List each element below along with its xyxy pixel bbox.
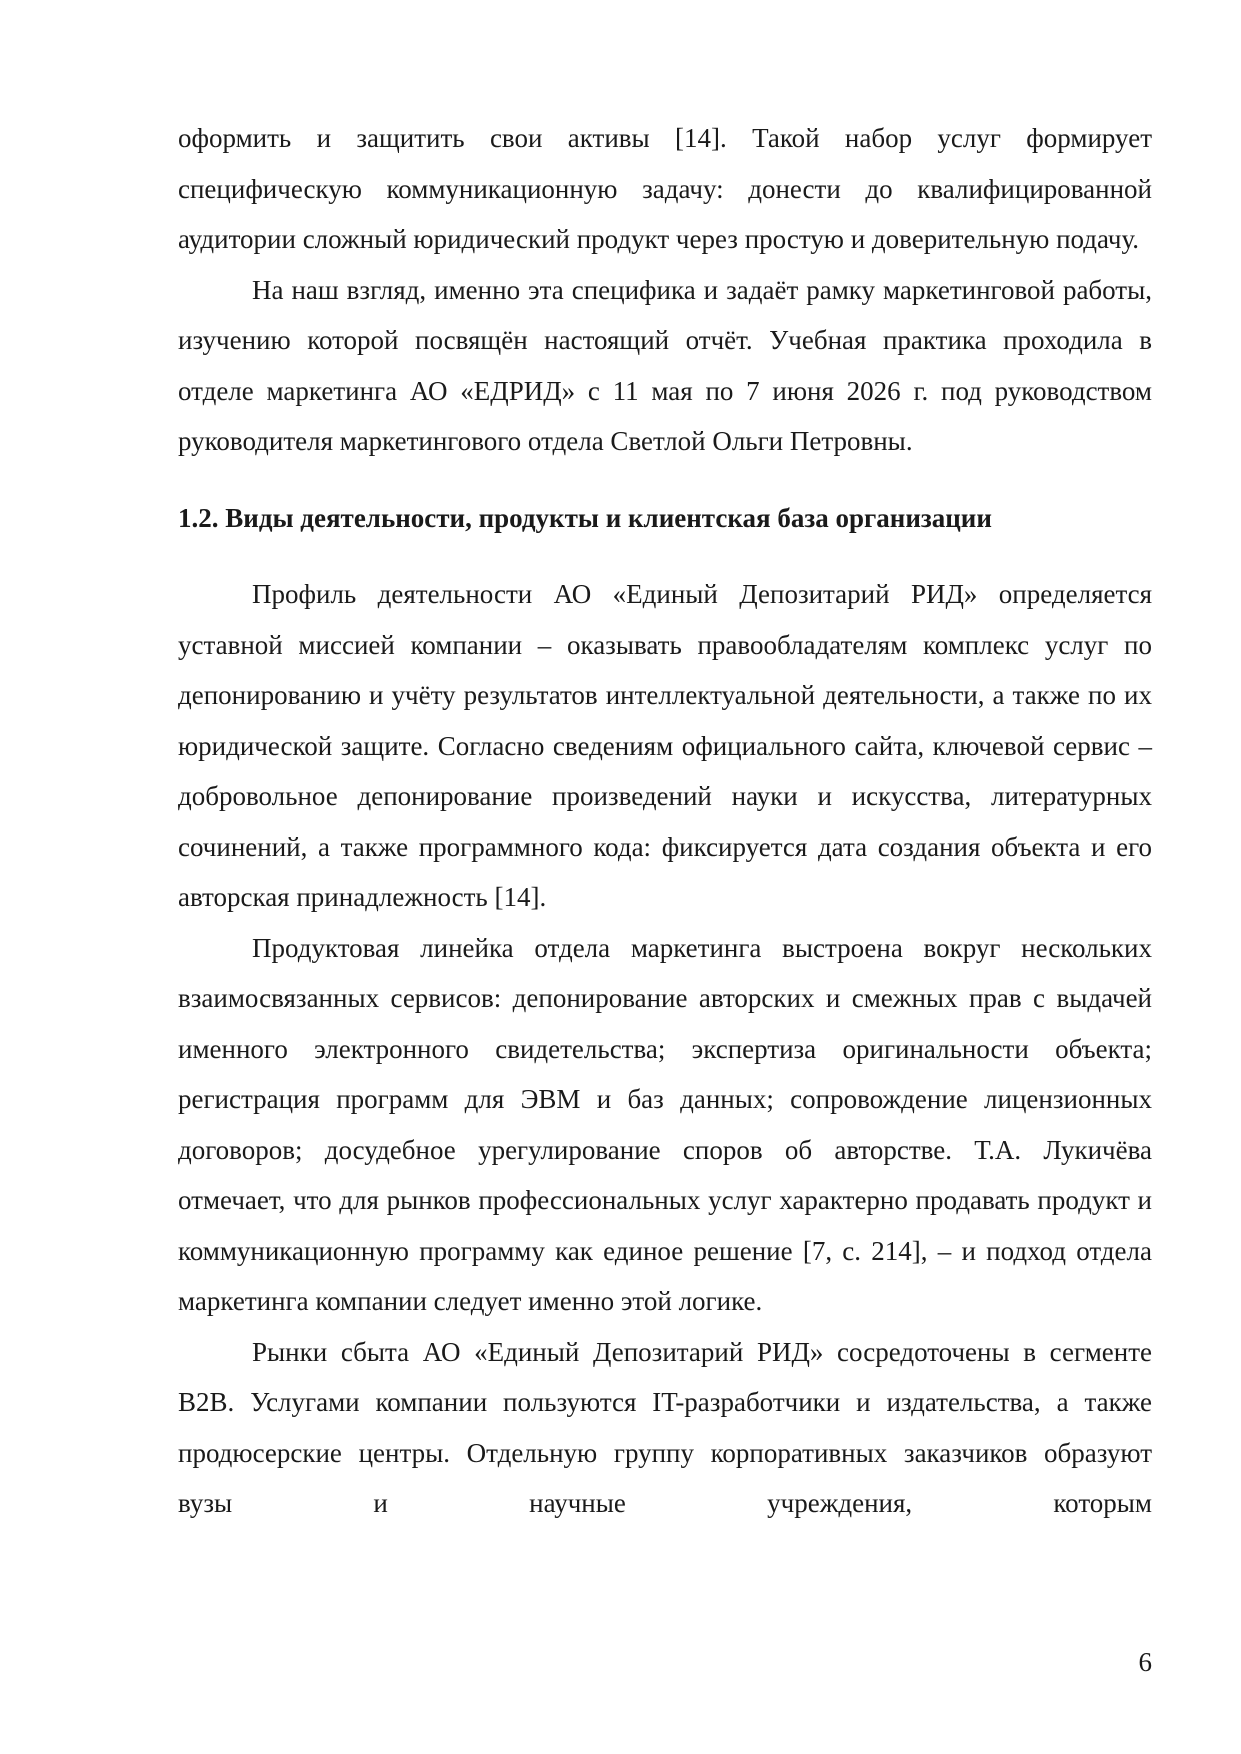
- paragraph-2: На наш взгляд, именно эта специфика и задаёт рамку маркетинговой работы, изучению которой посвящён настоящий отчёт. Учебная практика проходила в отделе маркетинга АО «ЕДРИД» с 11 мая по 7 июня 2026 г. под руководством руководителя маркетингового отдела Светлой Ольги Петровны.: [178, 274, 1152, 456]
- paragraph-1: оформить и защитить свои активы [14]. Такой набор услуг формирует специфическую коммуникационную задачу: донести до квалифицированной аудитории сложный юридический продукт через простую и доверительную подачу.: [178, 123, 1152, 254]
- paragraph-3: Профиль деятельности АО «Единый Депозитарий РИД» определяется уставной миссией компании – оказывать правообладателям комплекс услуг по депонированию и учёту результатов интеллектуальной деятельности, а также по их юридической защите. Согласно сведениям официального сайта, ключевой сервис – добровольное депонирование произведений науки и искусства, литературных сочинений, а также программного кода: фиксируется дата создания объекта и его авторская принадлежность [14].: [178, 579, 1152, 912]
- page-body: [178, 113, 1152, 1529]
- paragraph-5: Рынки сбыта АО «Единый Депозитарий РИД» сосредоточены в сегменте B2B. Услугами компании пользуются IT-разработчики и издательства, а также продюсерские центры. Отдельную группу корпоративных заказчиков образуют вузы и научные учреждения, которым: [178, 1336, 1152, 1518]
- page-number: 6: [1138, 1647, 1152, 1677]
- paragraph-4: Продуктовая линейка отдела маркетинга выстроена вокруг нескольких взаимосвязанных сервисов: депонирование авторских и смежных прав с выдачей именного электронного свидетельства; экспертиза оригинальности объекта; регистрация программ для ЭВМ и баз данных; сопровождение лицензионных договоров; досудебное урегулирование споров об авторстве. Т.А. Лукичёва отмечает, что для рынков профессиональных услуг характерно продавать продукт и коммуникационную программу как единое решение [7, с. 214], – и подход отдела маркетинга компании следует именно этой логике.: [178, 932, 1152, 1316]
- section-heading: 1.2. Виды деятельности, продукты и клиентская база организации: [178, 502, 992, 533]
